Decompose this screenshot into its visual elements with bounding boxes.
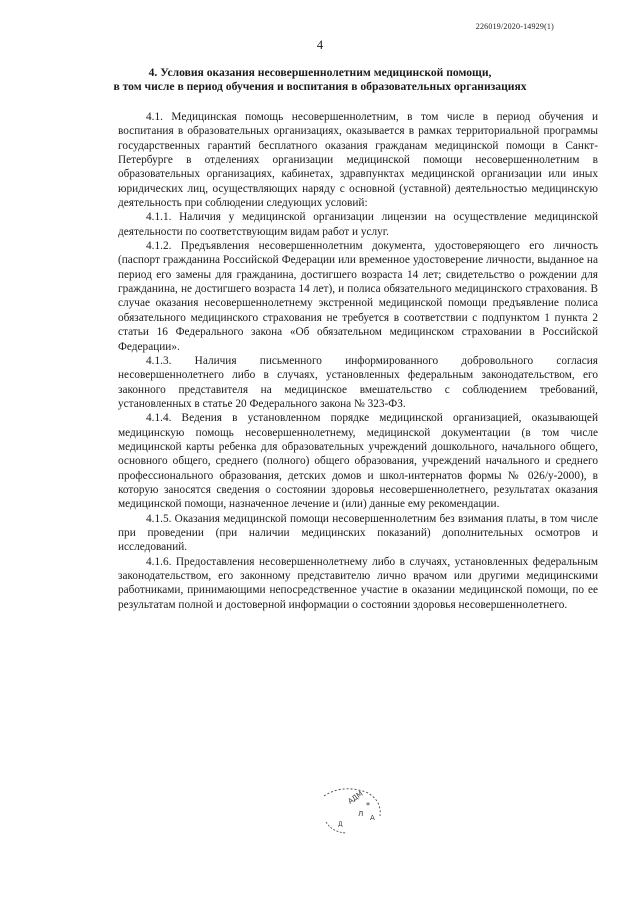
paragraph-4-1-4: 4.1.4. Ведения в установленном порядке медицинской организацией, оказывающей медицинскую помощь несовершеннолетнему, медицинской документации (в том числе медицинской карты ребенка для образовательных учреждений дошкольного, начального общего, основного общего, среднего (полного) общего образования, учреждений начального и среднего профессионального образования, детских домов и школ-интернатов формы № 026/у-2000), в которую заносятся сведения о состоянии здоровья несовершеннолетнего, результатах оказания медицинской помощи, назначенное лечение и (или) данные ему рекомендации. xyxy=(118,412,598,511)
svg-text:Д: Д xyxy=(338,821,343,828)
paragraph-4-1-5: 4.1.5. Оказания медицинской помощи несовершеннолетним без взимания платы, в том числе при проведении (при наличии медицинских показаний) дополнительных осмотров и исследований. xyxy=(118,512,598,554)
svg-text:А: А xyxy=(370,814,375,822)
svg-text:АДМ: АДМ xyxy=(346,789,365,806)
paragraph-4-1: 4.1. Медицинская помощь несовершеннолетним, в том числе в период обучения и воспитания в образовательных организациях, оказывается в рамках территориальной программы государственных гарантий бесплатного оказания гражданам медицинской помощи в Санкт-Петербурге в отделениях организации медицинской помощи несовершеннолетним в образовательных организациях, кабинетах, здравпунктах медицинской организации или иных юридических лиц, осуществляющих наряду с основной (уставной) деятельностью медицинскую деятельность при соблюдении следующих условий: xyxy=(118,111,598,210)
paragraph-4-1-2: 4.1.2. Предъявления несовершеннолетним документа, удостоверяющего его личность (паспорт гражданина Российской Федерации или временное удостоверение личности, выданное на период его замены для гражданина, достигшего возраста 14 лет; свидетельство о рождении для гражданина, не достигшего возраста 14 лет), и полиса обязательного медицинского страхования. В случае оказания несовершеннолетнему экстренной медицинской помощи предъявление полиса обязательного медицинского страхования не требуется в соответствии с подпунктом 1 пункта 2 статьи 16 Федерального закона «Об обязательном медицинском страховании в Российской Федерации». xyxy=(118,240,598,353)
document-body xyxy=(118,110,598,612)
svg-text:*: * xyxy=(366,801,370,810)
section-heading xyxy=(100,66,540,94)
section-heading-line-1: 4. Условия оказания несовершеннолетним медицинской помощи, xyxy=(148,66,492,79)
document-number: 226019/2020-14929(1) xyxy=(475,22,554,31)
official-stamp xyxy=(322,786,384,836)
paragraph-4-1-1: 4.1.1. Наличия у медицинской организации лицензии на осуществление медицинской деятельности по соответствующим видам работ и услуг. xyxy=(118,211,598,238)
paragraph-4-1-6: 4.1.6. Предоставления несовершеннолетнему либо в случаях, установленных федеральным законодательством, его законному представителю лично врачом или другими медицинскими работниками, принимающими непосредственное участие в оказании медицинской помощи, по ее результатам полной и достоверной информации о состоянии здоровья несовершеннолетнего. xyxy=(118,555,598,611)
paragraph-4-1-3: 4.1.3. Наличия письменного информированного добровольного согласия несовершеннолетнего либо в случаях, установленных федеральным законодательством, его законного представителя на медицинское вмешательство с соблюдением требований, установленных в статье 20 Федерального закона № 323-ФЗ. xyxy=(118,354,598,410)
svg-text:Л: Л xyxy=(358,810,364,818)
page-number: 4 xyxy=(316,38,324,52)
section-heading-line-2: в том числе в период обучения и воспитания в образовательных организациях xyxy=(113,80,527,93)
